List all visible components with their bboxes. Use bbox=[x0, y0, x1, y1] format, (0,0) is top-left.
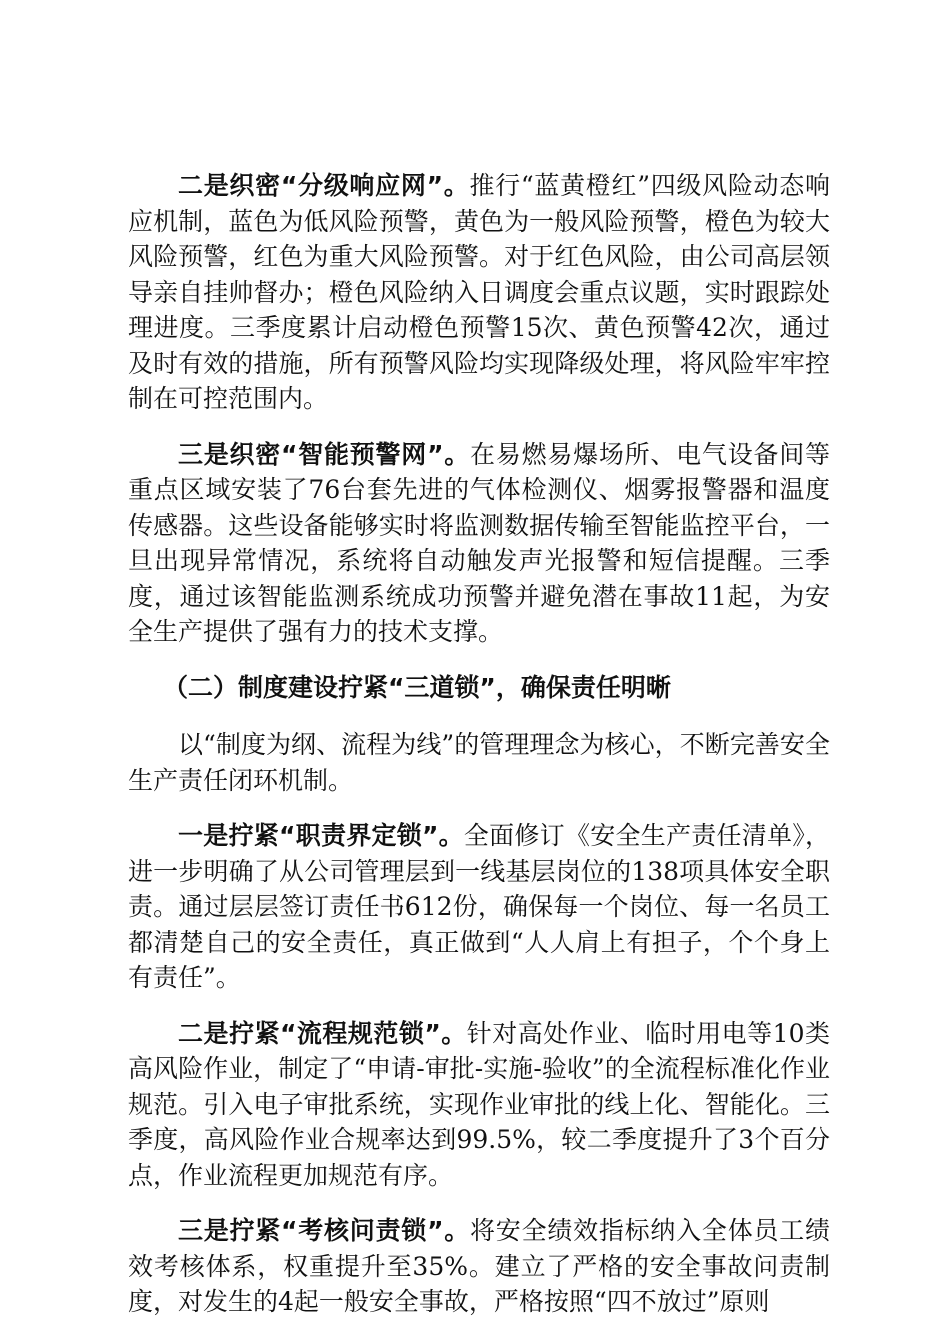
paragraph-responsibility-lock bbox=[128, 818, 830, 996]
paragraph-body: 在易燃易爆场所、电气设备间等重点区域安装了76台套先进的气体检测仪、烟雾报警器和温度传感器。这些设备能够实时将监测数据传输至智能监控平台，一旦出现异常情况，系统将自动触发声光报警和短信提醒。三季度，通过该智能监测系统成功预警并避免潜在事故11起，为安全生产提供了强有力的技术支撑。 bbox=[128, 439, 830, 646]
paragraph-process-lock bbox=[128, 1016, 830, 1194]
paragraph-smart-warning bbox=[128, 437, 830, 650]
paragraph-graded-response bbox=[128, 168, 830, 417]
paragraph-lead: 二是拧紧“流程规范锁”。 bbox=[178, 1018, 467, 1048]
section-heading: （二）制度建设拧紧“三道锁”，确保责任明晰 bbox=[163, 672, 671, 702]
paragraph-body: 全面修订《安全生产责任清单》，进一步明确了从公司管理层到一线基层岗位的138项具体安全职责。通过层层签订责任书612份，确保每一个岗位、每一名员工都清楚自己的安全责任，真正做到“人人肩上有担子，个个身上有责任”。 bbox=[128, 821, 830, 992]
paragraph-lead: 二是织密“分级响应网”。 bbox=[178, 171, 470, 200]
document-page bbox=[128, 168, 830, 1340]
paragraph-lead: 三是拧紧“考核问责锁”。 bbox=[178, 1216, 471, 1245]
paragraph-lead: 一是拧紧“职责界定锁”。 bbox=[178, 821, 464, 850]
section-intro: 以“制度为纲、流程为线”的管理理念为核心，不断完善安全生产责任闭环机制。 bbox=[128, 730, 830, 795]
paragraph-body: 将安全绩效指标纳入全体员工绩效考核体系，权重提升至35%。建立了严格的安全事故问责制度，对发生的4起一般安全事故，严格按照“四不放过”原则 bbox=[128, 1216, 830, 1316]
paragraph-body: 针对高处作业、临时用电等10类高风险作业，制定了“申请-审批-实施-验收”的全流程标准化作业规范。引入电子审批系统，实现作业审批的线上化、智能化。三季度，高风险作业合规率达到99.5%，较二季度提升了3个百分点，作业流程更加规范有序。 bbox=[128, 1018, 830, 1190]
paragraph-body: 推行“蓝黄橙红”四级风险动态响应机制，蓝色为低风险预警，黄色为一般风险预警，橙色为较大风险预警，红色为重大风险预警。对于红色风险，由公司高层领导亲自挂帅督办；橙色风险纳入日调度会重点议题，实时跟踪处理进度。三季度累计启动橙色预警15次、黄色预警42次，通过及时有效的措施，所有预警风险均实现降级处理，将风险牢牢控制在可控范围内。 bbox=[128, 171, 830, 413]
paragraph-accountability-lock bbox=[128, 1213, 830, 1320]
paragraph-lead: 三是织密“智能预警网”。 bbox=[178, 439, 471, 469]
